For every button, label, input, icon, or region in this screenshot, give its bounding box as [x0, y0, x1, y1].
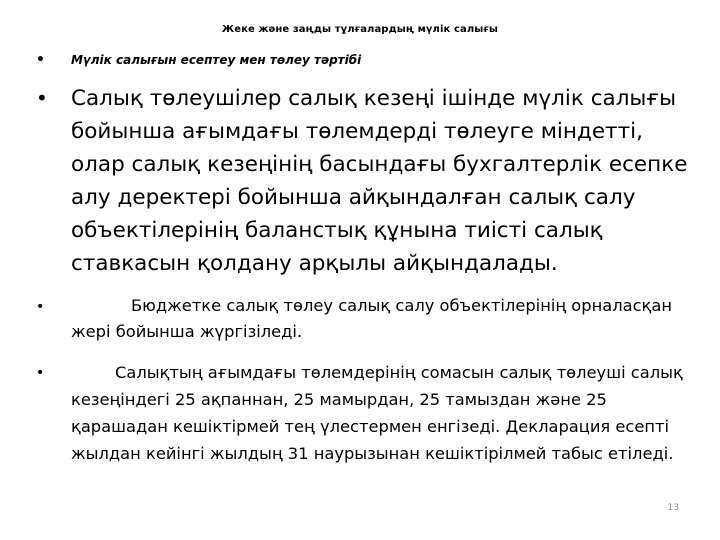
- bullet-text: Салықтың ағымдағы төлемдерінің сомасын салық төлеуші салық кезеңіндегі 25 ақпаннан, 25 мамырдан, 25 тамыздан және 25 қарашадан кешіктірмей тең үлестермен енгізеді. Декларация есепті жылдан кейінгі жылдың 31 наурызынан кешіктірілмей табыс етіледі.: [71, 363, 683, 463]
- bullet-text: Бюджетке салық төлеу салық салу объектілерінің орналасқан жері бойынша жүргізіледі.: [71, 296, 673, 341]
- bullet-marker: •: [36, 52, 45, 68]
- page-number: 13: [667, 503, 679, 513]
- bullet-text: Мүлік салығын есептеу мен төлеу тәртібі: [71, 53, 362, 67]
- bullet-list: [36, 46, 696, 467]
- bullet-marker: •: [36, 365, 45, 381]
- bullet-item-3: [36, 293, 696, 345]
- bullet-item-2: [36, 82, 696, 280]
- bullet-text: Салық төлеушілер салық кезеңі ішінде мүлік салығы бойынша ағымдағы төлемдерді төлеуге міндетті, олар салық кезеңінің басындағы бухгалтерлік есепке алу деректері бойынша айқындалған салық салу объектілерінің баланстық құнына тиісті салық ставкасын қолдану арқылы айқындалады.: [71, 86, 688, 276]
- slide-title: Жеке және заңды тұлғалардың мүлік салығы: [221, 24, 499, 35]
- bullet-item-4: [36, 359, 696, 467]
- bullet-item-1: [36, 46, 696, 74]
- bullet-marker: •: [36, 86, 48, 110]
- bullet-marker: •: [36, 299, 45, 315]
